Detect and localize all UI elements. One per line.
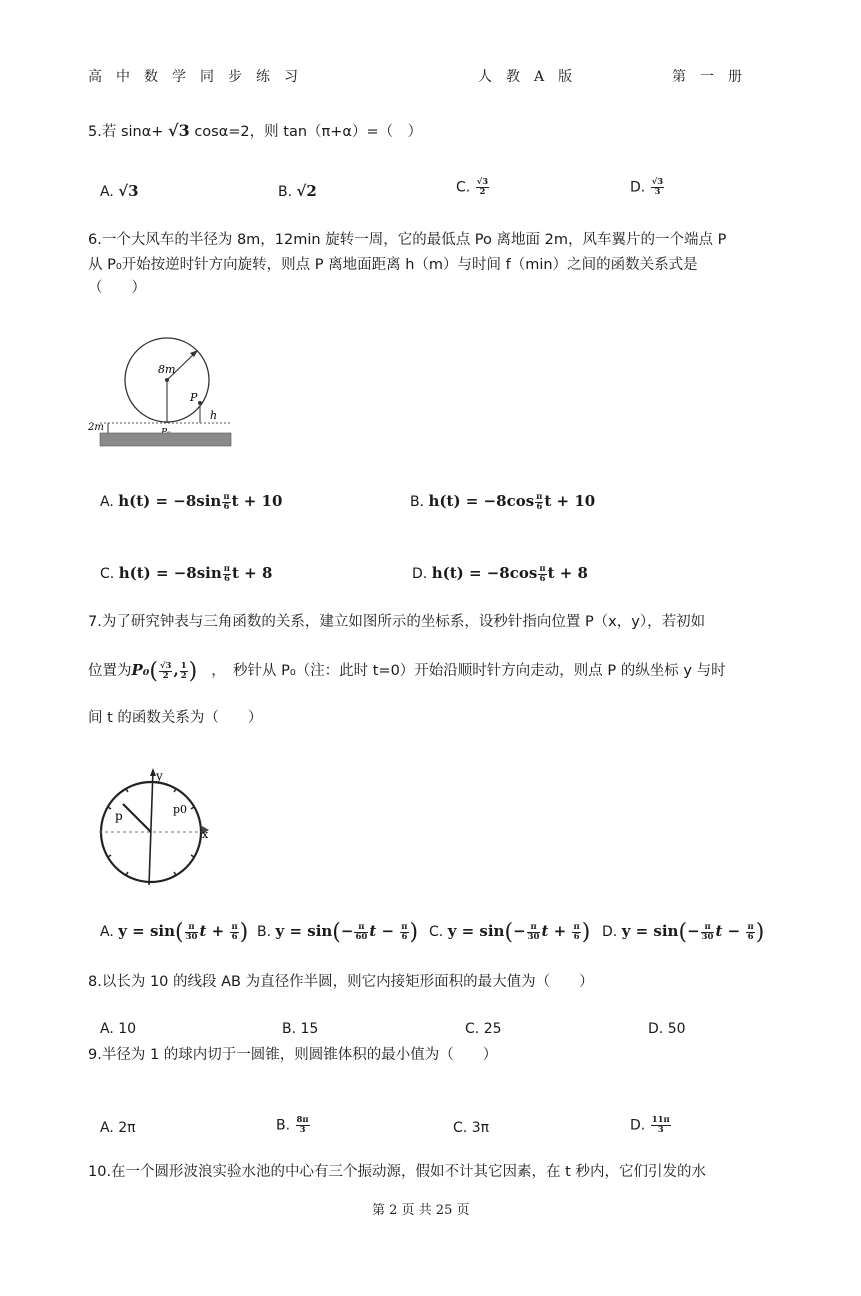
fraction-denominator: 6 <box>401 931 408 942</box>
q7-option-b[interactable]: B. y = sin(− $\frac{\pi}{60}$ t − $\frac{\pi}{6}$ ) <box>257 920 419 945</box>
fraction-denominator: 6 <box>536 501 543 512</box>
func-prefix: y = sin <box>118 922 176 940</box>
fraction-numerator: π <box>539 563 546 574</box>
fraction-numerator: π <box>527 923 541 933</box>
option-label: B. <box>282 1021 297 1037</box>
q9-option-b[interactable] <box>276 1116 311 1135</box>
q7-line-2 <box>88 660 726 682</box>
q5-option-b[interactable] <box>278 182 317 200</box>
sign: − <box>513 922 526 940</box>
q8-option-d[interactable] <box>648 1021 686 1037</box>
option-label: D. <box>602 924 618 940</box>
option-value: 3π <box>471 1120 490 1136</box>
formula-part: t + 10 <box>231 492 283 510</box>
q9-stem: 9.半径为 1 的球内切于一圆锥，则圆锥体积的最小值为（ ） <box>88 1047 498 1063</box>
fraction-numerator: 8π <box>296 1115 309 1125</box>
q8-option-b[interactable] <box>282 1021 318 1037</box>
header-title: 高 中 数 学 同 步 练 习 <box>88 69 298 85</box>
option-label: A. <box>100 1021 114 1037</box>
fraction-denominator: 2 <box>479 187 486 197</box>
q7-line-2-start: 位置为 <box>88 663 132 679</box>
fraction-denominator: 30 <box>185 931 198 942</box>
q8-stem: 8.以长为 10 的线段 AB 为直径作半圆，则它内接矩形面积的最大值为（ ） <box>88 974 594 990</box>
p0-label: p0 <box>173 803 188 816</box>
option-label: A. <box>100 1120 114 1136</box>
x-axis-label: x <box>202 828 209 841</box>
fraction-numerator: π <box>573 921 580 932</box>
fraction-numerator: π <box>401 921 408 932</box>
option-value: √2 <box>296 182 317 200</box>
sign: − <box>687 922 700 940</box>
option-label: B. <box>410 494 425 510</box>
option-value: 15 <box>300 1021 319 1037</box>
q6-line-3: （ ） <box>88 280 146 296</box>
y-axis-label: y <box>156 769 163 783</box>
height-label: h <box>210 409 218 422</box>
fraction-denominator: 6 <box>747 931 754 942</box>
fraction-numerator: π <box>185 923 199 933</box>
func-prefix: y = sin <box>275 922 333 940</box>
q9-option-c[interactable] <box>453 1120 489 1136</box>
fraction-numerator: π <box>223 563 231 574</box>
p-label: p <box>115 809 123 823</box>
fraction-numerator: π <box>747 921 754 932</box>
formula-part: t + 10 <box>544 492 596 510</box>
question-5-stem <box>88 121 422 142</box>
option-value: 10 <box>118 1021 137 1037</box>
q7-option-c[interactable]: C. y = sin(− $\frac{\pi}{30}$ t + $\frac{\pi}{6}$ ) <box>429 920 591 945</box>
fraction-denominator: 6 <box>231 931 238 942</box>
fraction-numerator: 1 <box>180 660 187 671</box>
option-label: B. <box>276 1117 291 1134</box>
fraction-numerator: π <box>231 921 238 932</box>
fraction-numerator: π <box>536 491 543 502</box>
fraction-denominator: 3 <box>299 1125 306 1135</box>
formula-part: t + 8 <box>547 564 588 582</box>
option-label: C. <box>100 566 115 582</box>
windmill-figure <box>86 335 236 453</box>
q7-line-3: 间 t 的函数关系为（ ） <box>88 710 263 726</box>
p0-point: P₀( $\frac{√3}{2}$ , $\frac{1}{2}$ ) <box>131 659 198 684</box>
option-label: C. <box>456 179 471 196</box>
q6-option-c[interactable] <box>100 564 272 584</box>
option-label: D. <box>412 566 428 582</box>
fraction-denominator: 3 <box>657 1125 664 1135</box>
formula-part: t + 8 <box>232 564 273 582</box>
formula-part: h(t) = −8cos <box>431 564 538 582</box>
option-label: A. <box>100 494 114 510</box>
q5-stem-b: cosα=2，则 tan（π+α）=（ ） <box>194 124 423 140</box>
formula-part: h(t) = −8cos <box>428 492 535 510</box>
header-volume: 第 一 册 <box>672 69 742 85</box>
q5-option-d[interactable] <box>630 178 665 197</box>
fraction-denominator: 30 <box>701 931 714 942</box>
y-axis <box>149 770 153 885</box>
option-label: D. <box>648 1021 664 1037</box>
q5-sqrt3: √3 <box>168 121 190 140</box>
page-footer: 第 2 页 共 25 页 <box>372 1203 470 1218</box>
ground-height-label: 2m <box>88 422 104 433</box>
clock-figure <box>95 768 220 888</box>
fraction-numerator: 11π <box>651 1115 670 1125</box>
q6-line-2: 从 P₀开始按逆时针方向旋转，则点 P 离地面距离 h（m）与时间 f（min）之间的函数关系式是 <box>88 257 698 273</box>
func-prefix: y = sin <box>621 922 679 940</box>
option-label: A. <box>100 924 114 940</box>
fraction-denominator: 30 <box>527 931 540 942</box>
operator: + <box>553 922 567 940</box>
q6-option-d[interactable] <box>412 564 588 584</box>
radius-label: 8m <box>158 363 176 376</box>
option-value: 50 <box>667 1021 686 1037</box>
option-label: C. <box>429 924 444 940</box>
q5-stem-a: 5.若 sinα+ <box>88 124 164 140</box>
q7-option-a[interactable]: A. y = sin( $\frac{\pi}{30}$ t + $\frac{\pi}{6}$ ) <box>100 920 249 945</box>
fraction-numerator: π <box>223 491 230 502</box>
fraction-numerator: π <box>701 923 715 933</box>
formula-part: h(t) = −8sin <box>118 492 222 510</box>
q7-line-2-end: ， 秒针从 P₀（注：此时 t=0）开始沿顺时针方向走动，则点 P 的纵坐标 y 与时 <box>211 663 726 679</box>
fraction-denominator: 6 <box>223 501 230 512</box>
sign: − <box>340 922 354 940</box>
q5-option-a[interactable] <box>100 182 139 200</box>
option-value: 2π <box>118 1120 136 1136</box>
q6-option-a[interactable] <box>100 492 282 512</box>
q9-option-d[interactable] <box>630 1116 672 1135</box>
second-hand <box>123 804 151 832</box>
option-label: C. <box>465 1021 480 1037</box>
operator: + <box>211 922 225 940</box>
fraction-denominator: 2 <box>180 670 187 681</box>
fraction-denominator: 6 <box>223 573 230 584</box>
q6-option-b[interactable] <box>410 492 595 512</box>
option-label: D. <box>630 179 646 196</box>
operator: − <box>727 922 741 940</box>
ground-block <box>100 433 231 446</box>
q8-option-a[interactable] <box>100 1021 136 1037</box>
fraction-numerator: π <box>354 923 368 933</box>
header-edition: 人 教 A 版 <box>478 69 573 85</box>
option-value: 25 <box>483 1021 502 1037</box>
fraction-denominator: 6 <box>539 573 546 584</box>
option-value: √3 <box>118 182 139 200</box>
option-label: A. <box>100 184 114 200</box>
fraction-denominator: 3 <box>654 187 661 197</box>
q6-line-1: 6.一个大风车的半径为 8m，12min 旋转一周，它的最低点 Po 离地面 2m，风车翼片的一个端点 P <box>88 232 727 248</box>
formula-part: h(t) = −8sin <box>118 564 222 582</box>
fraction-numerator: √3 <box>476 177 489 187</box>
option-label: B. <box>257 924 272 940</box>
q7-line-1: 7.为了研究钟表与三角函数的关系，建立如图所示的坐标系，设秒针指向位置 P（x，y），若初如 <box>88 614 706 630</box>
q5-option-c[interactable] <box>456 178 490 197</box>
fraction-denominator: 6 <box>573 931 580 942</box>
option-label: B. <box>278 184 293 200</box>
fraction-denominator: 60 <box>355 931 368 942</box>
operator: − <box>381 922 395 940</box>
point-p-label: P <box>190 391 198 404</box>
fraction-denominator: 2 <box>162 670 169 681</box>
q8-option-c[interactable] <box>465 1021 502 1037</box>
option-label: D. <box>630 1117 646 1134</box>
q7-option-d[interactable]: D. y = sin(− $\frac{\pi}{30}$ t − $\frac{\pi}{6}$ ) <box>602 920 765 945</box>
q9-option-a[interactable] <box>100 1120 136 1136</box>
q10-stem: 10.在一个圆形波浪实验水池的中心有三个振动源，假如不计其它因素，在 t 秒内，它们引发的水 <box>88 1164 706 1180</box>
point-p-dot <box>198 401 202 405</box>
fraction-numerator: √3 <box>651 177 664 187</box>
fraction-numerator: √3 <box>159 660 172 671</box>
option-label: C. <box>453 1120 468 1136</box>
func-prefix: y = sin <box>447 922 505 940</box>
p0-symbol: P₀ <box>131 661 150 679</box>
